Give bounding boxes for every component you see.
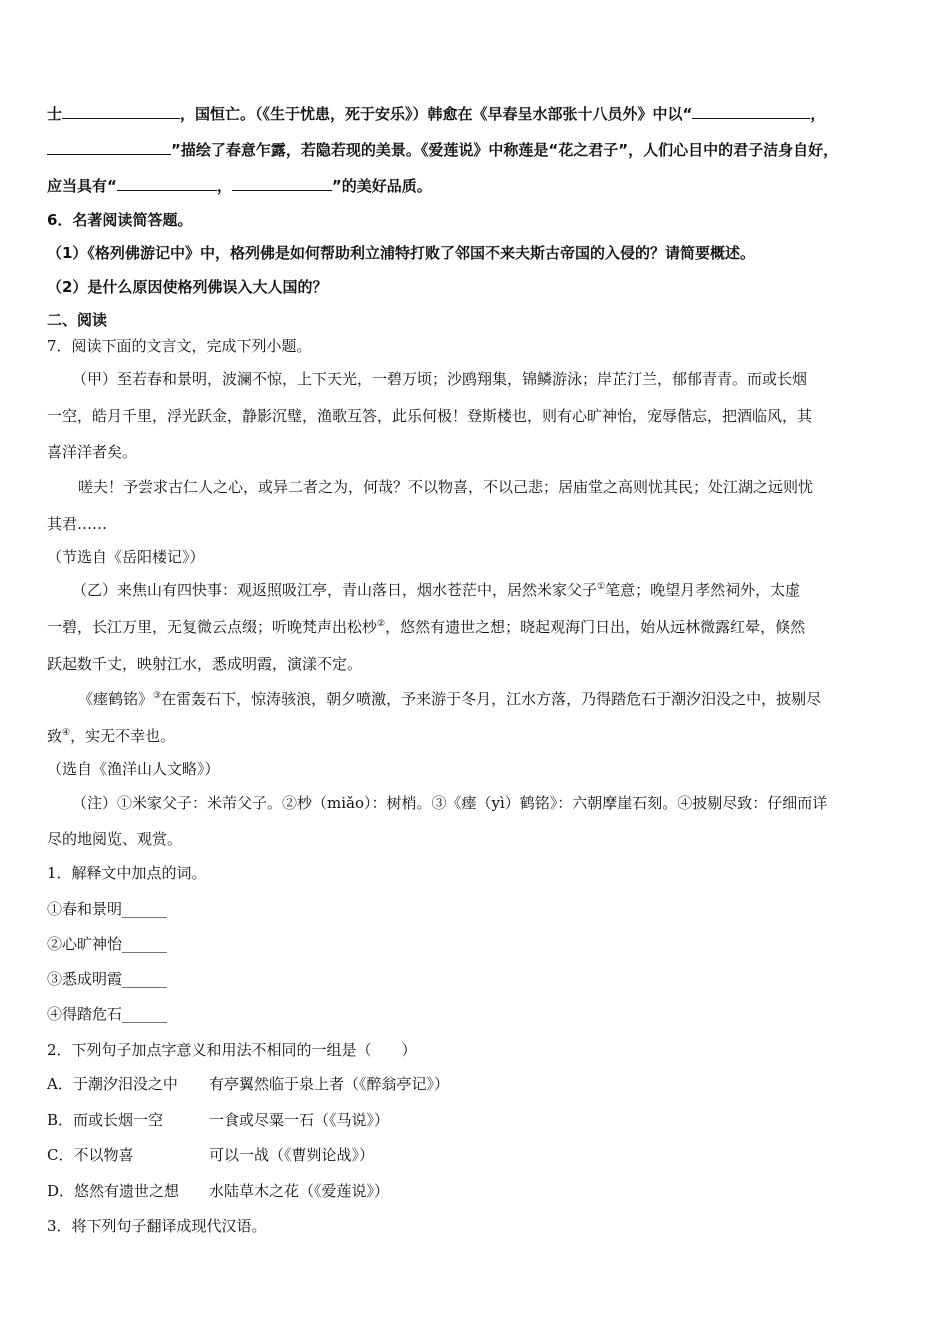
passage-text: 笔意；晚望月孝然祠外，太虚 (605, 581, 801, 599)
q5-text: ， (216, 177, 232, 195)
sub-question-1-item: ①春和景明______ (47, 900, 168, 918)
footnote-marker: ③ (153, 691, 162, 701)
footnote-marker: ④ (62, 728, 71, 738)
passage-text: 致 (47, 727, 63, 745)
sub-question-1-item: ②心旷神怡______ (47, 935, 168, 953)
q5-line-1 (47, 104, 825, 124)
option-d[interactable] (47, 1181, 389, 1201)
answer-blank[interactable] (692, 104, 810, 119)
passage-jia-line: 嗟夫！予尝求古仁人之心，或异二者之为，何哉？不以物喜，不以己悲；居庙堂之高则忧其民；处江湖之远则忧 (78, 478, 814, 496)
passage-jia-source: （节选自《岳阳楼记》） (47, 548, 205, 566)
q7-title: 7．阅读下面的文言文，完成下列小题。 (47, 337, 312, 355)
answer-blank[interactable] (62, 104, 180, 119)
sub-question-2-title: 2．下列句子加点字意义和用法不相同的一组是（ ） (47, 1041, 417, 1059)
sub-question-1-item: ③悉成明霞______ (47, 970, 168, 988)
sub-question-1-item: ④得踏危石______ (47, 1005, 168, 1023)
q5-text: 应当具有“ (47, 177, 117, 195)
option-c[interactable] (47, 1145, 374, 1165)
passage-yi-line (47, 617, 805, 637)
passage-jia-line: 一空，皓月千里，浮光跃金，静影沉璧，渔歌互答，此乐何极！登斯楼也，则有心旷神怡，宠辱偕忘，把酒临风，其 (47, 407, 813, 425)
option-left: D．悠然有遗世之想 (47, 1182, 180, 1200)
sub-question-1-title: 1．解释文中加点的词。 (47, 864, 207, 882)
footnote-marker: ② (377, 619, 386, 629)
answer-blank[interactable] (117, 176, 217, 191)
footnotes-line: （注）①米家父子：米芾父子。②杪（miǎo）：树梢。③《瘗（yì）鹤铭》：六朝摩崖石刻。④披剔尽致：仔细而详 (72, 794, 828, 812)
answer-blank[interactable] (47, 140, 171, 155)
passage-text: （乙）来焦山有四快事：观返照吸江亭，青山落日，烟水苍茫中，居然米家父子 (72, 581, 598, 599)
passage-text: ，实无不幸也。 (70, 727, 176, 745)
passage-yi-line (47, 726, 175, 746)
q5-text: ”的美好品质。 (331, 177, 432, 195)
q6-sub-question-2: （2）是什么原因使格列佛误入大人国的？ (47, 278, 328, 296)
section-title: 二、阅读 (47, 311, 108, 329)
footnote-marker: ① (597, 582, 606, 592)
answer-blank[interactable] (232, 176, 332, 191)
passage-jia-line: 其君…… (47, 515, 108, 533)
passage-text: 在雷轰石下，惊涛骇浪，朝夕喷激，予来游于冬月，江水方落，乃得踏危石于潮汐汨没之中，披剔尽 (161, 690, 822, 708)
option-right: 一食或尽粟一石（《马说》） (209, 1111, 390, 1129)
q5-line-2 (47, 140, 838, 160)
passage-text: 一碧，长江万里，无复微云点缀；听晚梵声出松杪 (47, 618, 378, 636)
passage-yi-line: 跃起数千丈，映射江水，悉成明霞，演漾不定。 (47, 655, 363, 673)
option-right: 有亭翼然临于泉上者（《醉翁亭记》） (209, 1075, 450, 1093)
passage-jia-line: 喜洋洋者矣。 (47, 443, 138, 461)
sub-question-3-title: 3．将下列句子翻译成现代汉语。 (47, 1217, 267, 1235)
q6-title: 6．名著阅读简答题。 (47, 211, 193, 229)
passage-yi-line (72, 580, 800, 600)
passage-yi-source: （选自《渔洋山人文略》） (47, 760, 220, 778)
passage-text: ，悠然有遗世之想；晓起观海门日出，始从远林微露红晕，倏然 (385, 618, 806, 636)
option-left: B．而或长烟一空 (47, 1111, 164, 1129)
option-b[interactable] (47, 1110, 389, 1130)
option-left: A．于潮汐汨没之中 (47, 1075, 178, 1093)
q5-text: 士 (47, 105, 63, 123)
passage-jia-line: （甲）至若春和景明，波澜不惊，上下天光，一碧万顷；沙鸥翔集，锦鳞游泳；岸芷汀兰，郁郁青青。而或长烟 (72, 370, 808, 388)
q5-text: ，国恒亡。（《生于忧患，死于安乐》）韩愈在《早春呈水部张十八员外》中以“ (180, 105, 693, 123)
passage-yi-line (78, 689, 821, 709)
q6-sub-question-1: （1）《格列佛游记中》中，格列佛是如何帮助利立浦特打败了邻国不来夫斯古帝国的入侵的？请简要概述。 (47, 244, 755, 262)
option-a[interactable] (47, 1074, 449, 1094)
q5-text: ”描绘了春意乍露，若隐若现的美景。《爱莲说》中称莲是“花之君子”，人们心目中的君子洁身自好， (171, 141, 839, 159)
q5-text: ， (810, 105, 826, 123)
passage-text: 《瘗鹤铭》 (78, 690, 154, 708)
option-right: 水陆草木之花（《爱莲说》） (209, 1182, 390, 1200)
q5-line-3 (47, 176, 432, 196)
option-right: 可以一战（《曹刿论战》） (209, 1146, 375, 1164)
option-left: C．不以物喜 (47, 1146, 134, 1164)
footnotes-line: 尽的地阅览、观赏。 (47, 830, 183, 848)
